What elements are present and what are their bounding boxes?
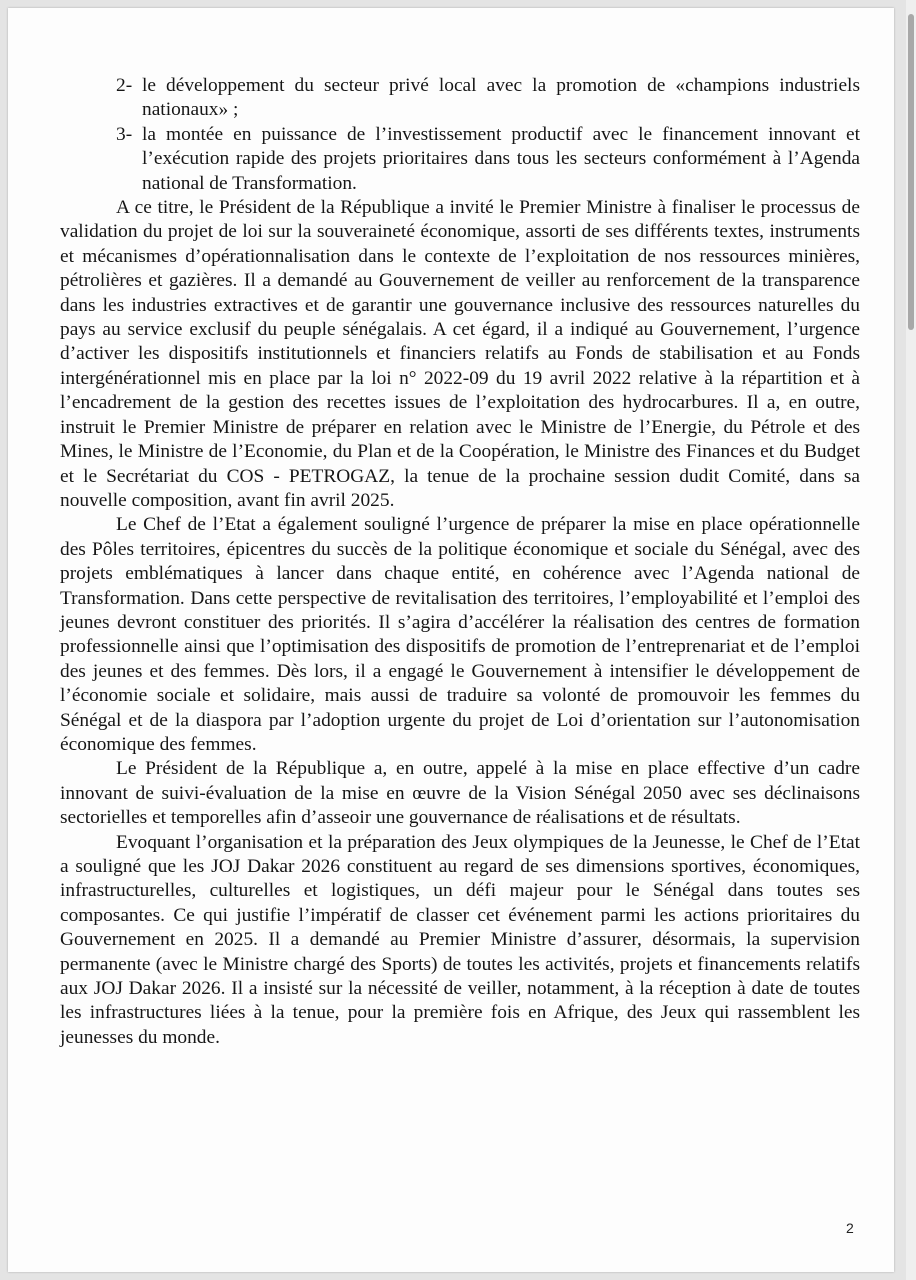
scrollbar-thumb[interactable] [908, 14, 914, 330]
list-item-number: 3- [116, 123, 133, 145]
list-item-text: le développement du secteur privé local avec la promotion de «champions industriels nationaux» ; [142, 75, 860, 121]
paragraph-souverainete-economique: A ce titre, le Président de la République a invité le Premier Ministre à finaliser le processus de validation du projet de loi sur la souveraineté économique, assorti de ses différents textes, instruments et mécanismes d’opérationnalisation dans le contexte de l’exploitation de nos ressources minières, pétrolières et gazières. Il a demandé au Gouvernement de veiller au renforcement de la transparence dans les industries extractives et de garantir une gouvernance inclusive des ressources naturelles du pays au service exclusif du peuple sénégalais. A cet égard, il a indiqué au Gouvernement, l’urgence d’activer les dispositifs institutionnels et financiers relatifs au Fonds de stabilisation et au Fonds intergénérationnel mis en place par la loi n° 2022-09 du 19 avril 2022 relative à la répartition et à l’encadrement de la gestion des recettes issues de l’exploitation des hydrocarbures. Il a, en outre, instruit le Premier Ministre de préparer en relation avec le Ministre de l’Energie, du Pétrole et des Mines, le Ministre de l’Economie, du Plan et de la Coopération, le Ministre des Finances et du Budget et le Secrétariat du COS - PETROGAZ, la tenue de la prochaine session dudit Comité, dans sa nouvelle composition, avant fin avril 2025. [60, 197, 860, 511]
paragraph-poles-territoires: Le Chef de l’Etat a également souligné l’urgence de préparer la mise en place opérationnelle des Pôles territoires, épicentres du succès de la politique économique et sociale du Sénégal, avec des projets emblématiques à lancer dans chaque entité, en cohérence avec l’Agenda national de Transformation. Dans cette perspective de revitalisation des territoires, l’employabilité et l’emploi des jeunes devront constituer des priorités. Il s’agira d’accélérer la réalisation des centres de formation professionnelle ainsi que l’optimisation des dispositifs de promotion de l’entreprenariat et de l’emploi des jeunes et des femmes. Dès lors, il a engagé le Gouvernement à intensifier le développement de l’économie sociale et solidaire, mais aussi de traduire sa volonté de promouvoir les femmes du Sénégal et de la diaspora par l’adoption urgente du projet de Loi d’orientation sur l’autonomisation économique des femmes. [60, 514, 860, 755]
paragraph-joj-dakar-2026: Evoquant l’organisation et la préparation des Jeux olympiques de la Jeunesse, le Chef de l’Etat a souligné que les JOJ Dakar 2026 constituent au regard de ses dimensions sportives, économiques, infrastructurelles, culturelles et logistiques, un défi majeur pour le Sénégal dans toutes ses composantes. Ce qui justifie l’impératif de classer cet événement parmi les actions prioritaires du Gouvernement en 2025. Il a demandé au Premier Ministre d’assurer, désormais, la supervision permanente (avec le Ministre chargé des Sports) de toutes les activités, projets et financements relatifs aux JOJ Dakar 2026. Il a insisté sur la nécessité de veiller, notamment, à la réception à date de toutes les infrastructures liées à la tenue, pour la première fois en Afrique, des Jeux qui rassemblent les jeunesses du monde. [60, 831, 860, 1048]
list-item-2 [60, 74, 860, 123]
document-page [8, 8, 894, 1272]
vertical-scrollbar[interactable] [906, 0, 916, 1280]
list-item-number: 2- [116, 75, 133, 96]
page-number: 2 [846, 1220, 854, 1236]
list-item-3 [60, 123, 860, 196]
page-content [60, 74, 860, 1050]
paragraph-suivi-evaluation: Le Président de la République a, en outre, appelé à la mise en place effective d’un cadre innovant de suivi-évaluation de la mise en œuvre de la Vision Sénégal 2050 avec ses déclinaisons sectorielles et temporelles afin d’asseoir une gouvernance de réalisations et de résultats. [60, 758, 860, 829]
numbered-list [60, 74, 860, 196]
list-item-text: la montée en puissance de l’investissement productif avec le financement innovant et l’exécution rapide des projets prioritaires dans tous les secteurs conformément à l’Agenda national de Transformation. [142, 123, 860, 194]
